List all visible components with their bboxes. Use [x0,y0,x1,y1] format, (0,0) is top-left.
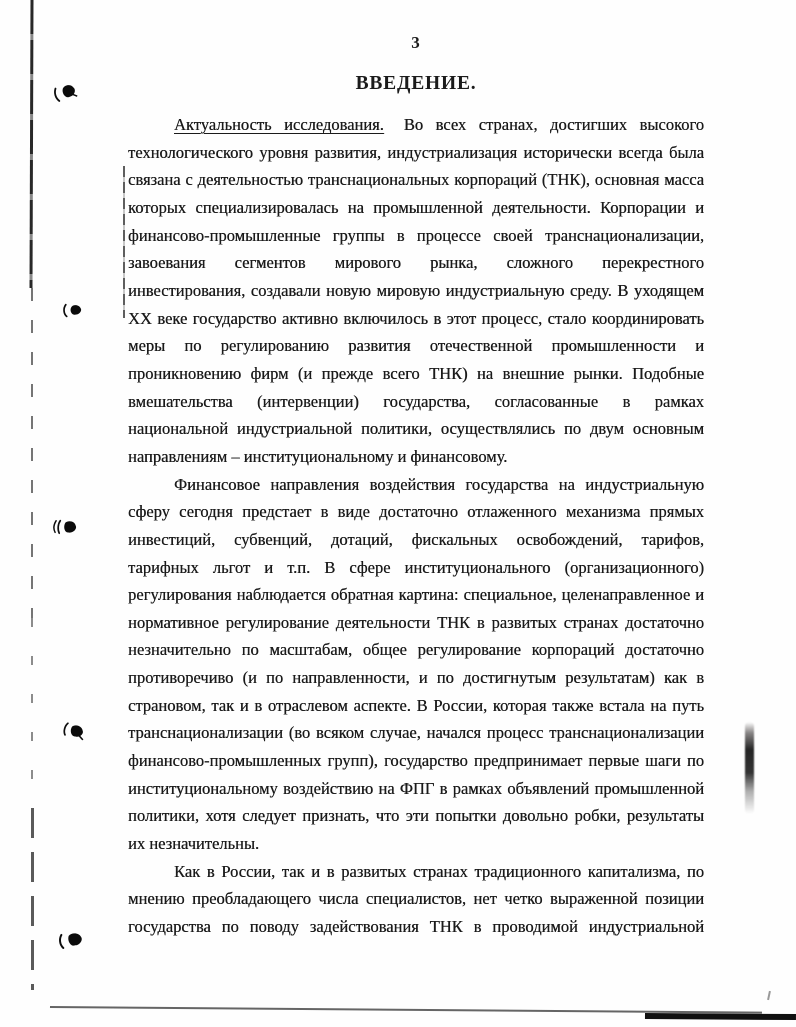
text-line: XX веке государство активно включилось в этот процесс, стало координировать [128,308,704,328]
introduction-text [128,111,704,941]
document-content [128,0,704,941]
ink-blot-artifact [57,929,88,954]
ink-blot-artifact [59,719,89,745]
text-line: Финансовое направления воздействия государства на индустриальную [174,474,704,494]
text-line: инвестирования, создавали новую мировую индустриальную среду. В уходящем [128,280,704,300]
ink-blot-artifact [61,302,84,320]
scan-speck-artifact [767,991,771,1000]
text-line: завоевания сегментов мирового рынка, сложного перекрестного [128,253,704,273]
text-line: нормативное регулирование деятельности ТНК в развитых странах достаточно [128,612,704,632]
text-line: регулирования наблюдается обратная картина: специальное, целенаправленное и [128,585,704,605]
text-line: страновом, так и в отраслевом аспекте. В России, которая также встала на путь [128,695,704,715]
text-line: сферу сегодня предстает в виде достаточно отлаженного механизма прямых [128,502,704,522]
text-line: инвестиций, субвенций, дотаций, фискальных освобождений, тарифов, [128,529,704,549]
text-line: мнению преобладающего числа специалистов, нет четко выраженной позиции [128,889,704,909]
text-line: Как в России, так и в развитых странах традиционного капитализма, по [174,861,704,881]
ink-blot-artifact [51,80,81,106]
text-line: финансово-промышленные группы в процессе своей транснационализации, [128,225,704,245]
text-line: технологического уровня развития, индустриализация исторически всегда была [128,142,704,162]
text-line: направлениям – институциональному и финансовому. [128,446,508,466]
text-line: меры по регулированию развития отечественной промышленности и [128,336,704,356]
page-title: ВВЕДЕНИЕ. [355,73,477,94]
paragraph-2 [128,471,704,858]
page-bottom-edge-dark [645,1013,796,1020]
binding-edge-line [31,288,33,618]
text-line: которых специализировалась на промышленной деятельности. Корпорации и [128,197,704,217]
ink-blot-artifact [51,516,80,539]
text-line: противоречиво (и по направленности, и по достигнутым результатам) как в [128,668,704,688]
scan-smudge-artifact [745,722,754,814]
text-line: национальной индустриальной политики, осуществлялись по двум основным [128,419,704,439]
text-line: тарифных льгот и т.п. В сфере институционального (организационного) [128,557,704,577]
fold-line-artifact [123,166,125,318]
text-line: государства по поводу задействования ТНК в проводимой индустриальной [128,917,704,937]
text-line: незначительно по масштабам, общее регулирование корпораций достаточно [128,640,704,660]
text-run: Во всех странах, достигших высокого [403,115,704,134]
text-line: институциональному воздействию на ФПГ в рамках объявлений промышленной [128,778,704,798]
binding-edge-line [29,0,33,288]
text-line: проникновению фирм (и прежде всего ТНК) на внешние рынки. Подобные [128,363,704,383]
text-line: их незначительны. [128,834,260,854]
binding-edge-line [31,808,34,990]
paragraph-3 [128,858,704,941]
text-line: политики, хотя следует признать, что эти попытки довольно робки, результаты [128,806,704,826]
binding-edge-line [31,618,33,808]
page-number: 3 [411,33,421,52]
section-heading-underlined: Актуальность исследования. [174,115,384,134]
text-line [128,111,704,139]
paragraph-1 [128,111,704,471]
text-line: связана с деятельностью транснациональных корпораций (ТНК), основная масса [128,170,704,190]
text-line: вмешательства (интервенции) государства, согласованные в рамках [128,391,704,411]
text-line: финансово-промышленных групп), государство предпринимает первые шаги по [128,751,704,771]
text-line: транснационализации (во всяком случае, начался процесс транснационализации [128,723,704,743]
